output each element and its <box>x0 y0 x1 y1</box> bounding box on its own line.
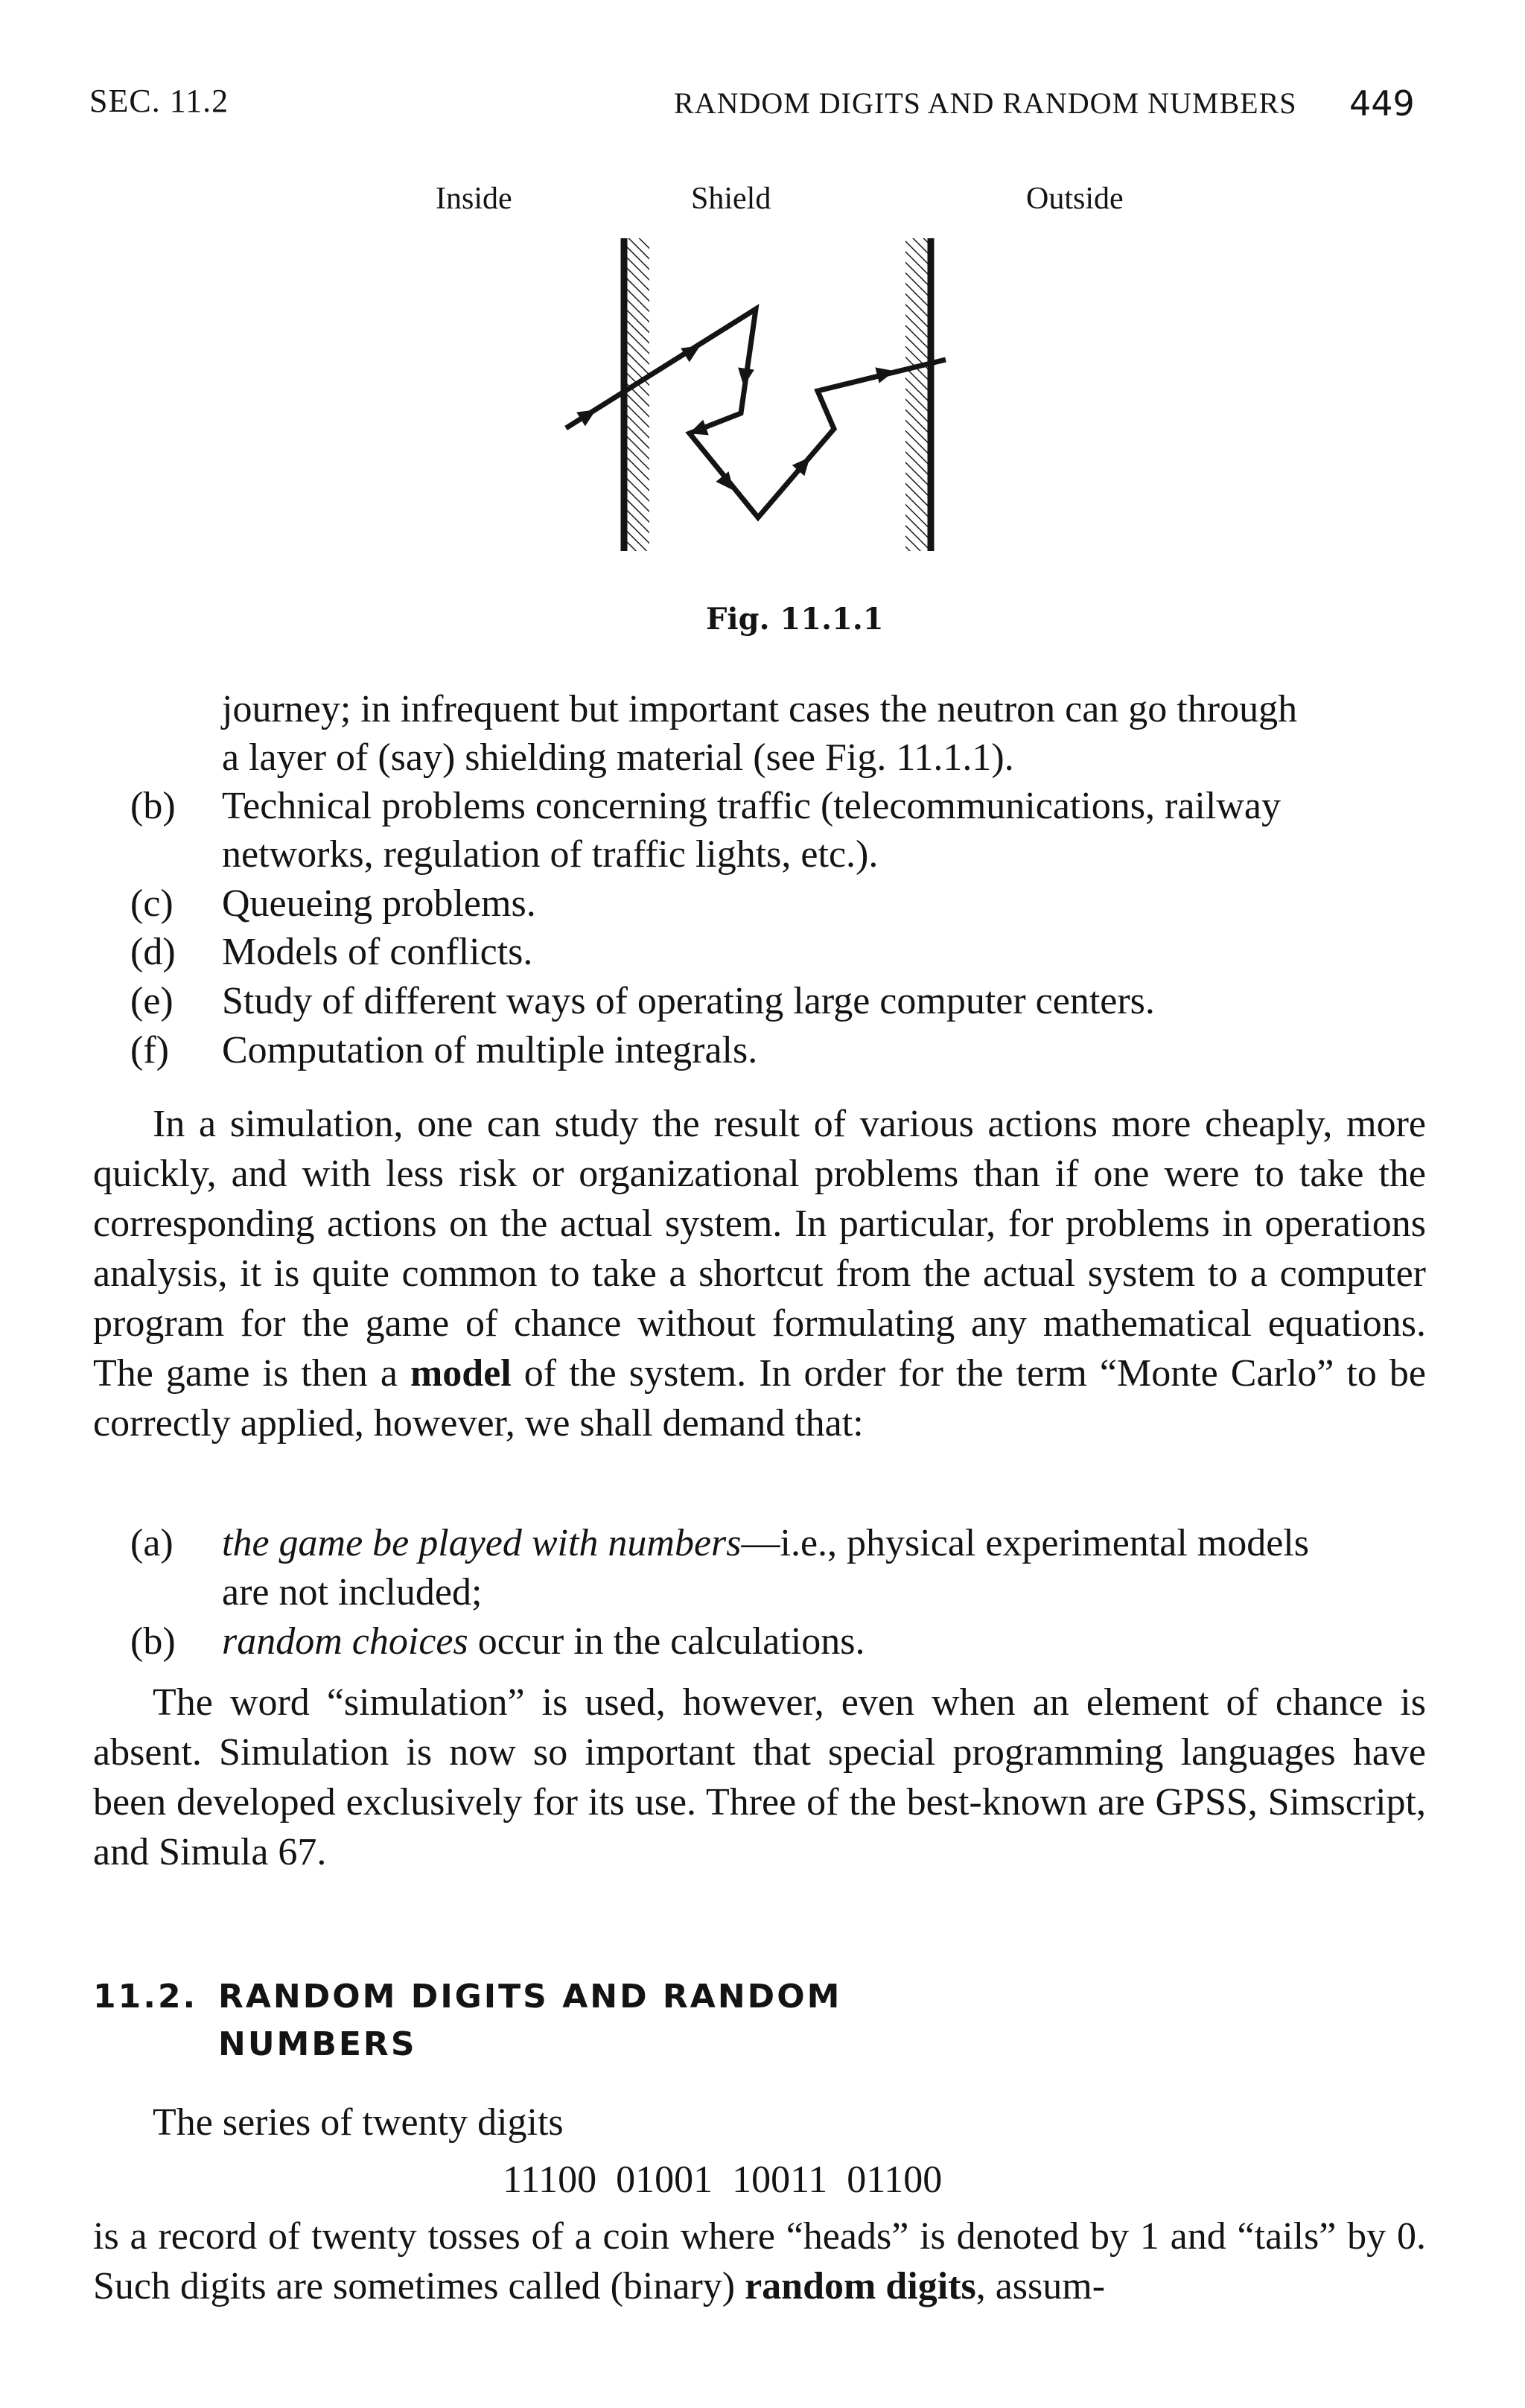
shield-hatch-left <box>624 238 649 551</box>
neutron-path-figure <box>0 0 1525 596</box>
running-header-title: RANDOM DIGITS AND RANDOM NUMBERS <box>674 86 1297 120</box>
list-item-text: networks, regulation of traffic lights, etc.). <box>222 833 879 876</box>
paragraph-simulation: In a simulation, one can study the result of various actions more cheaply, more quickly, and with less risk or organizational problems than if one were to take the corresponding actions on the actual system. In particular, for problems in operations analysis, it is quite common to take a shortcut from the actual system to a computer program for the game of chance without formulating any mathematical equations. The game is then a model of the system. In order for the term “Monte Carlo” to be correctly applied, however, we shall demand that: <box>93 1103 1427 1445</box>
list-item-text: the game be played with numbers—i.e., physical experimental models <box>222 1522 1309 1564</box>
list-item-label: (a) <box>130 1522 173 1564</box>
paragraph-random-digits: is a record of twenty tosses of a coin where “heads” is denoted by 1 and “tails” by 0. Such digits are sometimes called (binary) random digits, assum- <box>93 2215 1426 2307</box>
list-item-label: (b) <box>130 1620 176 1663</box>
list-item-text: Study of different ways of operating large computer centers. <box>222 980 1155 1022</box>
list-item-label: (c) <box>130 882 173 925</box>
figure-caption: Fig. 11.1.1 <box>706 602 884 637</box>
list-item-text: random choices occur in the calculations. <box>222 1620 865 1663</box>
list-item-label: (d) <box>130 931 176 973</box>
list-item-text: Models of conflicts. <box>222 931 533 973</box>
section-title-line-2: NUMBERS <box>218 2025 417 2063</box>
figure-label-shield: Shield <box>691 182 771 216</box>
figure-label-inside: Inside <box>436 182 512 216</box>
list-item-label: (b) <box>130 785 176 827</box>
arrow-head-icon <box>687 420 709 442</box>
list-item-text: are not included; <box>222 1571 483 1614</box>
figure-label-outside: Outside <box>1026 182 1124 216</box>
list-item-text: Computation of multiple integrals. <box>222 1029 758 1071</box>
page-number: 449 <box>1349 83 1415 124</box>
bold-term-model: model <box>410 1352 512 1395</box>
list-item-label: (f) <box>130 1029 169 1071</box>
shield-hatch-right <box>905 238 931 551</box>
paragraph-intro: The series of twenty digits <box>153 2101 564 2144</box>
continuation-line-1: journey; in infrequent but important cases the neutron can go through <box>222 688 1298 730</box>
continuation-line-2: a layer of (say) shielding material (see Fig. 11.1.1). <box>222 736 1014 779</box>
paragraph-simulation-word: The word “simulation” is used, however, even when an element of chance is absent. Simulation is now so important that special programming languages have been developed exclusively for its use. Three of the best-known are GPSS, Simscript, and Simula 67. <box>93 1681 1426 1873</box>
section-title-line-1: RANDOM DIGITS AND RANDOM <box>218 1978 842 2016</box>
bold-term-random-digits: random digits <box>745 2265 976 2307</box>
section-number: 11.2. <box>93 1978 198 2016</box>
list-item-text: Technical problems concerning traffic (telecommunications, railway <box>222 785 1281 827</box>
running-header-section: SEC. 11.2 <box>89 83 229 119</box>
list-item-text: Queueing problems. <box>222 882 536 925</box>
list-item-label: (e) <box>130 980 173 1022</box>
digit-series: 11100 01001 10011 01100 <box>503 2159 943 2201</box>
